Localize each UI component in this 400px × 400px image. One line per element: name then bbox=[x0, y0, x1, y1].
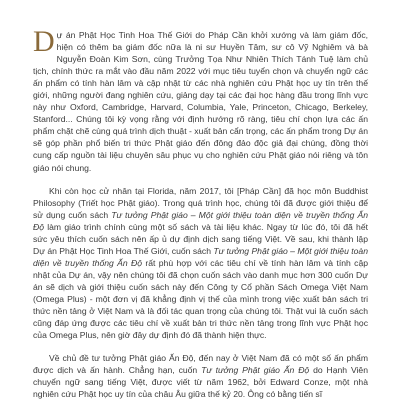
paragraph-2-text-c: rất phù hợp với các tiêu chí về tính hàn lâm và tính cập nhật của Dự án, vậy nên chúng tôi đã chọn cuốn sách vào danh mục hơn 300 cuốn Dự án sẽ dịch và giới thiệu cuốn sách này đến Công ty Cổ phần Sách Omega Việt Nam (Omega Plus) - một đơn vị đã khẳng định vị thế của mình trong việc xuất bản sách tri thức nền tảng ở Việt Nam và là đối tác quan trọng của chúng tôi. Thật vui là cuốn sách cũng đáp ứng được các tiêu chí về xuất bản tri thức nền tảng trong lĩnh vực Phật học của Omega Plus, nên giờ đây dự định đó đã thành hiện thực. bbox=[33, 257, 368, 341]
book-title-italic: Tư tưởng Phật giáo – Một giới thiệu toàn diện về truyền thống Ấn Độ bbox=[33, 209, 368, 232]
book-title-italic: Tư tưởng Phật giáo Ấn Độ bbox=[201, 365, 310, 376]
paragraph-2 bbox=[33, 185, 368, 342]
page-body bbox=[33, 25, 368, 400]
paragraph-1-text: ự án Phật Học Tinh Hoa Thế Giới do Pháp Cần khởi xướng và làm giám đốc, hiện có thêm ba giám đốc nữa là ni sư Huyền Tâm, sư cô Vỹ Nghiêm và bà Nguyễn Đoàn Kim Sơn, cùng Trưởng Tọa Như Nhiên Thích Tánh Tuệ làm chủ tịch, chính thức ra mắt vào đầu năm 2022 với mục tiêu tuyển chọn và chuyển ngữ các ấn phẩm có tính hàn lâm và cập nhật từ các nhà nghiên cứu Phật học uy tín trên thế giới, những người đang nghiên cứu, giảng dạy tại các đại học hàng đầu trong lĩnh vực này như Oxford, Cambridge, Harvard, Columbia, Yale, Princeton, Chicago, Berkeley, Stanford... Chúng tôi kỳ vọng rằng với định hướng rõ ràng, tiêu chí chọn lựa các ấn phẩm chặt chẽ cùng quá trình dịch thuật - xuất bản cẩn trọng, các ấn phẩm trong Dự án sẽ góp phần phổ biến tri thức Phật giáo đến đông đảo độc giả đại chúng, đồng thời cung cấp nguồn tài liệu chuyên sâu phục vụ cho nghiên cứu Phật giáo nói riêng và tôn giáo nói chung. bbox=[33, 30, 368, 173]
paragraph-3 bbox=[33, 352, 368, 400]
paragraph-1 bbox=[33, 25, 368, 174]
paragraph-3-text-a: Về chủ đề tư tưởng Phật giáo Ấn Độ, đến nay ở Việt Nam đã có một số ấn phẩm được dịch và ấn hành. Chẳng hạn, cuốn bbox=[33, 353, 368, 376]
paragraph-3-text-b: do Hạnh Viên chuyển ngữ sang tiếng Việt, được viết từ năm 1962, bởi Edward Conze, một nhà nghiên cứu Phật học uy tín của châu Âu giữa thế kỷ 20. Ông có bằng tiến sĩ bbox=[33, 365, 368, 400]
paragraph-2-text-a: Khi còn học cử nhân tại Florida, năm 2017, tôi [Pháp Cần] đã học môn Buddhist Philosophy (Triết học Phật giáo). Trong quá trình học, chúng tôi đã được giới thiệu để sử dụng cuốn sách bbox=[33, 185, 368, 220]
drop-cap-letter: D bbox=[33, 25, 55, 58]
paragraph-2-text-b: làm giáo trình chính cùng một số sách và tài liệu khác. Ngay từ lúc đó, tôi đã hết sức yêu thích cuốn sách nên ấp ủ dự định dịch sang tiếng Việt. Về sau, khi thành lập Dự án Phật Học Tinh Hoa Thế Giới, cuốn sách bbox=[33, 221, 368, 256]
book-title-italic: Tư tưởng Phật giáo – Một giới thiệu toàn diện về truyền thống Ấn Độ bbox=[33, 245, 368, 268]
